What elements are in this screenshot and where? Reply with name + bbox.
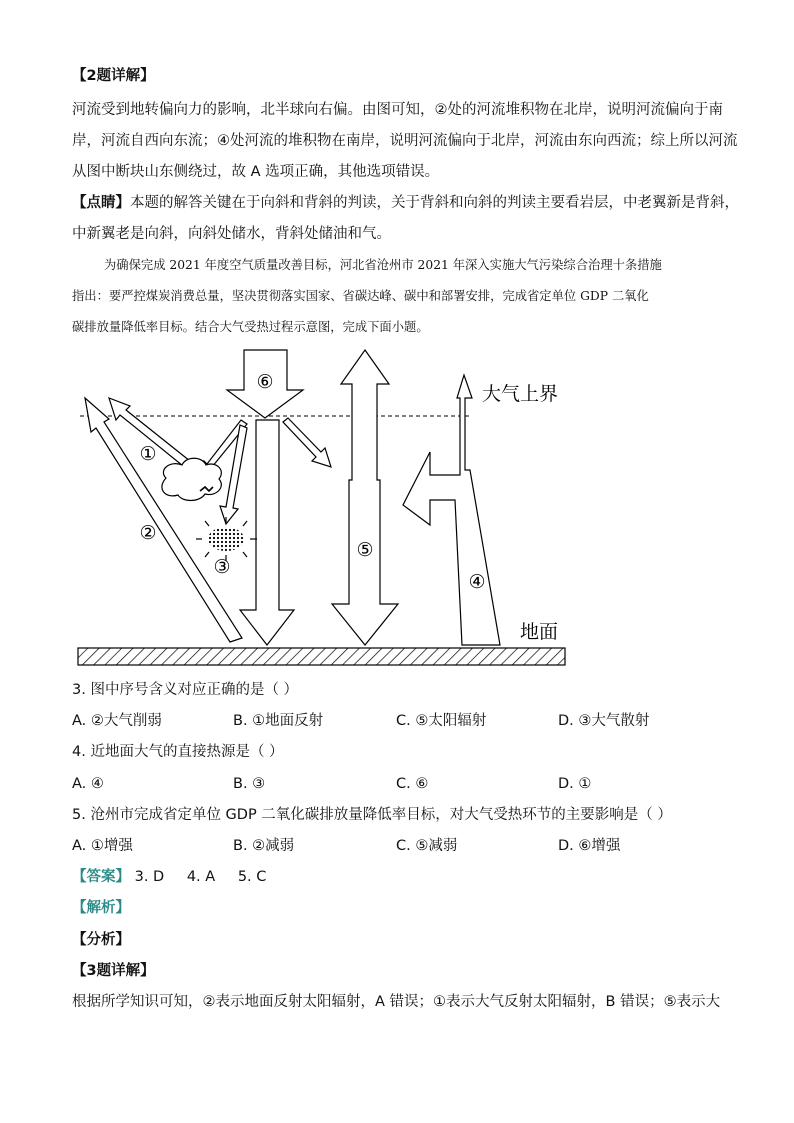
answer-4: 4. A xyxy=(186,869,216,885)
question-3-stem: 3. 图中序号含义对应正确的是（ ） xyxy=(72,682,299,698)
passage-line-3: 碳排放量降低率目标。结合大气受热过程示意图，完成下面小题。 xyxy=(72,320,429,334)
question-3-option-b[interactable]: B. ①地面反射 xyxy=(233,713,324,729)
jiexi-heading: 【解析】 xyxy=(72,900,130,916)
question-5-option-a[interactable]: A. ①增强 xyxy=(72,838,133,854)
q2-line-1: 河流受到地转偏向力的影响，北半球向右偏。由图可知，②处的河流堆积物在北岸，说明河流偏向于南 xyxy=(72,102,723,118)
passage-line-2: 指出：要严控煤炭消费总量，坚决贯彻落实国家、省碳达峰、碳中和部署安排，完成省定单位 GDP 二氧化 xyxy=(72,289,649,303)
dianjing-text-1: 本题的解答关键在于向斜和背斜的判读，关于背斜和向斜的判读主要看岩层，中老翼新是背斜， xyxy=(130,195,739,211)
q2-line-2: 岸，河流自西向东流；④处河流的堆积物在南岸，说明河流偏向于北岸，河流由东向西流；综上所以河流 xyxy=(72,133,738,149)
question-4-option-d[interactable]: D. ① xyxy=(558,776,592,792)
fenxi-heading: 【分析】 xyxy=(72,932,130,948)
mark-3: ③ xyxy=(213,556,231,578)
ground-label: 地面 xyxy=(520,621,559,643)
q3-line-1: 根据所学知识可知，②表示地面反射太阳辐射，A 错误；①表示大气反射太阳辐射，B 错误；⑤表示大 xyxy=(72,994,721,1010)
mark-4: ④ xyxy=(468,571,486,593)
answer-line xyxy=(72,867,284,887)
mark-5: ⑤ xyxy=(356,539,374,561)
ground-bar xyxy=(78,648,565,665)
cloud xyxy=(162,458,221,500)
question-5-option-b[interactable]: B. ②减弱 xyxy=(233,838,295,854)
question-4-option-c[interactable]: C. ⑥ xyxy=(396,776,429,792)
q3-heading: 【3题详解】 xyxy=(72,963,155,979)
mark-2: ② xyxy=(139,522,157,544)
mark-6: ⑥ xyxy=(256,371,274,393)
question-5-option-d[interactable]: D. ⑥增强 xyxy=(558,838,621,854)
question-4-option-a[interactable]: A. ④ xyxy=(72,776,104,792)
passage-line-1: 为确保完成 2021 年度空气质量改善目标，河北省沧州市 2021 年深入实施大气污染综合治理十条措施 xyxy=(104,258,662,272)
arrow-2 xyxy=(85,398,242,642)
question-3-option-d[interactable]: D. ③大气散射 xyxy=(558,713,650,729)
atmosphere-heating-diagram xyxy=(60,345,600,675)
dianjing-line-1 xyxy=(72,193,739,213)
answer-label: 【答案】 xyxy=(72,869,130,885)
question-5-option-c[interactable]: C. ⑤减弱 xyxy=(396,838,458,854)
question-3-option-c[interactable]: C. ⑤太阳辐射 xyxy=(396,713,487,729)
answer-5: 5. C xyxy=(237,869,267,885)
arrow-down-to-ground xyxy=(240,420,294,645)
mark-1: ① xyxy=(139,443,157,465)
dianjing-label: 【点睛】 xyxy=(72,195,130,211)
question-4-stem: 4. 近地面大气的直接热源是（ ） xyxy=(72,744,284,760)
q2-heading: 【2题详解】 xyxy=(72,68,155,84)
question-3-option-a[interactable]: A. ②大气削弱 xyxy=(72,713,162,729)
arrow-5 xyxy=(332,350,398,645)
q2-line-3: 从图中断块山东侧绕过，故 A 选项正确，其他选项错误。 xyxy=(72,164,440,180)
atmosphere-top-label: 大气上界 xyxy=(482,383,559,405)
question-4-option-b[interactable]: B. ③ xyxy=(233,776,266,792)
question-5-stem: 5. 沧州市完成省定单位 GDP 二氧化碳排放量降低率目标，对大气受热环节的主要影响是（ ） xyxy=(72,807,672,823)
dianjing-line-2: 中新翼老是向斜，向斜处储水，背斜处储油和气。 xyxy=(72,226,391,242)
answer-3: 3. D xyxy=(134,869,165,885)
arrow-scatter-right xyxy=(283,418,331,467)
